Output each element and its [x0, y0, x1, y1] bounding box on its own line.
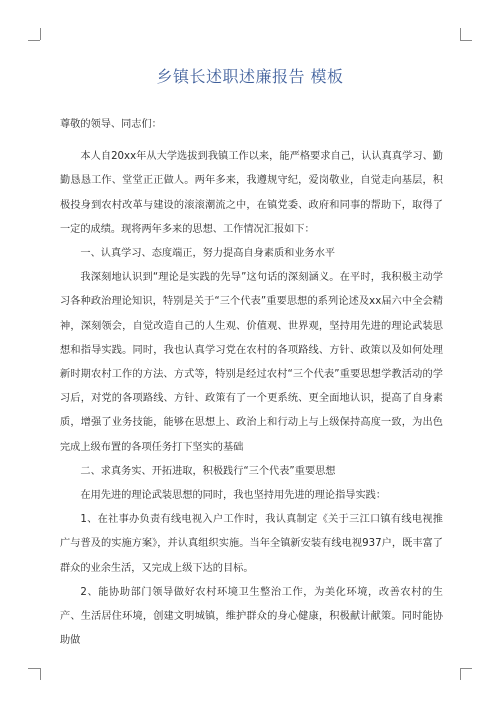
list-item-2: 2、能协助部门领导做好农村环境卫生整治工作，为美化环境，改善农村的生产、生活居住环境，创建文明城镇，维护群众的身心健康，积极献计献策。同时能协助做: [60, 586, 443, 647]
crop-mark-top-left-h: [28, 40, 40, 41]
section-heading-1: 一、认真学习、态度端正，努力提高自身素质和业务水平: [80, 248, 336, 260]
paragraph-practice: 在用先进的理论武装思想的同时，我也坚持用先进的理论指导实践：: [80, 490, 387, 502]
crop-mark-top-right-h: [460, 40, 472, 41]
salutation: 尊敬的领导、同志们：: [60, 119, 162, 130]
paragraph-study: 我深刻地认识到“理论是实践的先导”这句话的深刻涵义。在平时，我积极主动学习各种政治理论知识，特别是关于“三个代表”重要思想的系列论述及xx届六中全会精神，深刻领会，自觉改造自己的人生观、价值观、世界观，坚持用先进的理论武装思想和指导实践。同时，我也认真学习党在农村的各项路线、方针、政策以及如何处理新时期农村工作的方法、方式等，特别是经过农村“三个代表”重要思想学教活动的学习后，对党的各项路线、方针、政策有了一个更系统、更全面地认识，提高了自身素质，增强了业务技能，能够在思想上、政治上和行动上与上级保持高度一致，为出色完成上级布置的各项任务打下坚实的基础: [60, 272, 443, 453]
crop-mark-top-left-v: [40, 28, 41, 40]
list-item-1: 1、在社事办负责有线电视入户工作时，我认真制定《关于三江口镇有线电视推广与普及的实施方案》，并认真组织实施。当年全镇新安装有线电视937户，既丰富了群众的业余生活，又完成上级下达的目标。: [60, 514, 443, 574]
crop-mark-bottom-left-h: [28, 668, 40, 669]
crop-mark-bottom-right-v: [460, 668, 461, 680]
document-body: [60, 113, 443, 653]
document-title: 乡镇长述职述廉报告 模板: [156, 67, 344, 86]
section-heading-2: 二、求真务实、开拓进取，积极践行“三个代表”重要思想: [80, 465, 336, 477]
paragraph-intro: 本人自20xx年从大学选拔到我镇工作以来，能严格要求自己，认认真真学习、勤勤恳恳工作、堂堂正正做人。两年多来，我遵规守纪，爱岗敬业，自觉走向基层，积极投身到农村改革与建设的滚滚潮流之中，在镇党委、政府和同事的帮助下，取得了一定的成绩。现将两年多来的思想、工作情况汇报如下：: [60, 151, 443, 235]
crop-mark-top-right-v: [460, 28, 461, 40]
crop-mark-bottom-right-h: [460, 668, 472, 669]
crop-mark-bottom-left-v: [40, 668, 41, 680]
